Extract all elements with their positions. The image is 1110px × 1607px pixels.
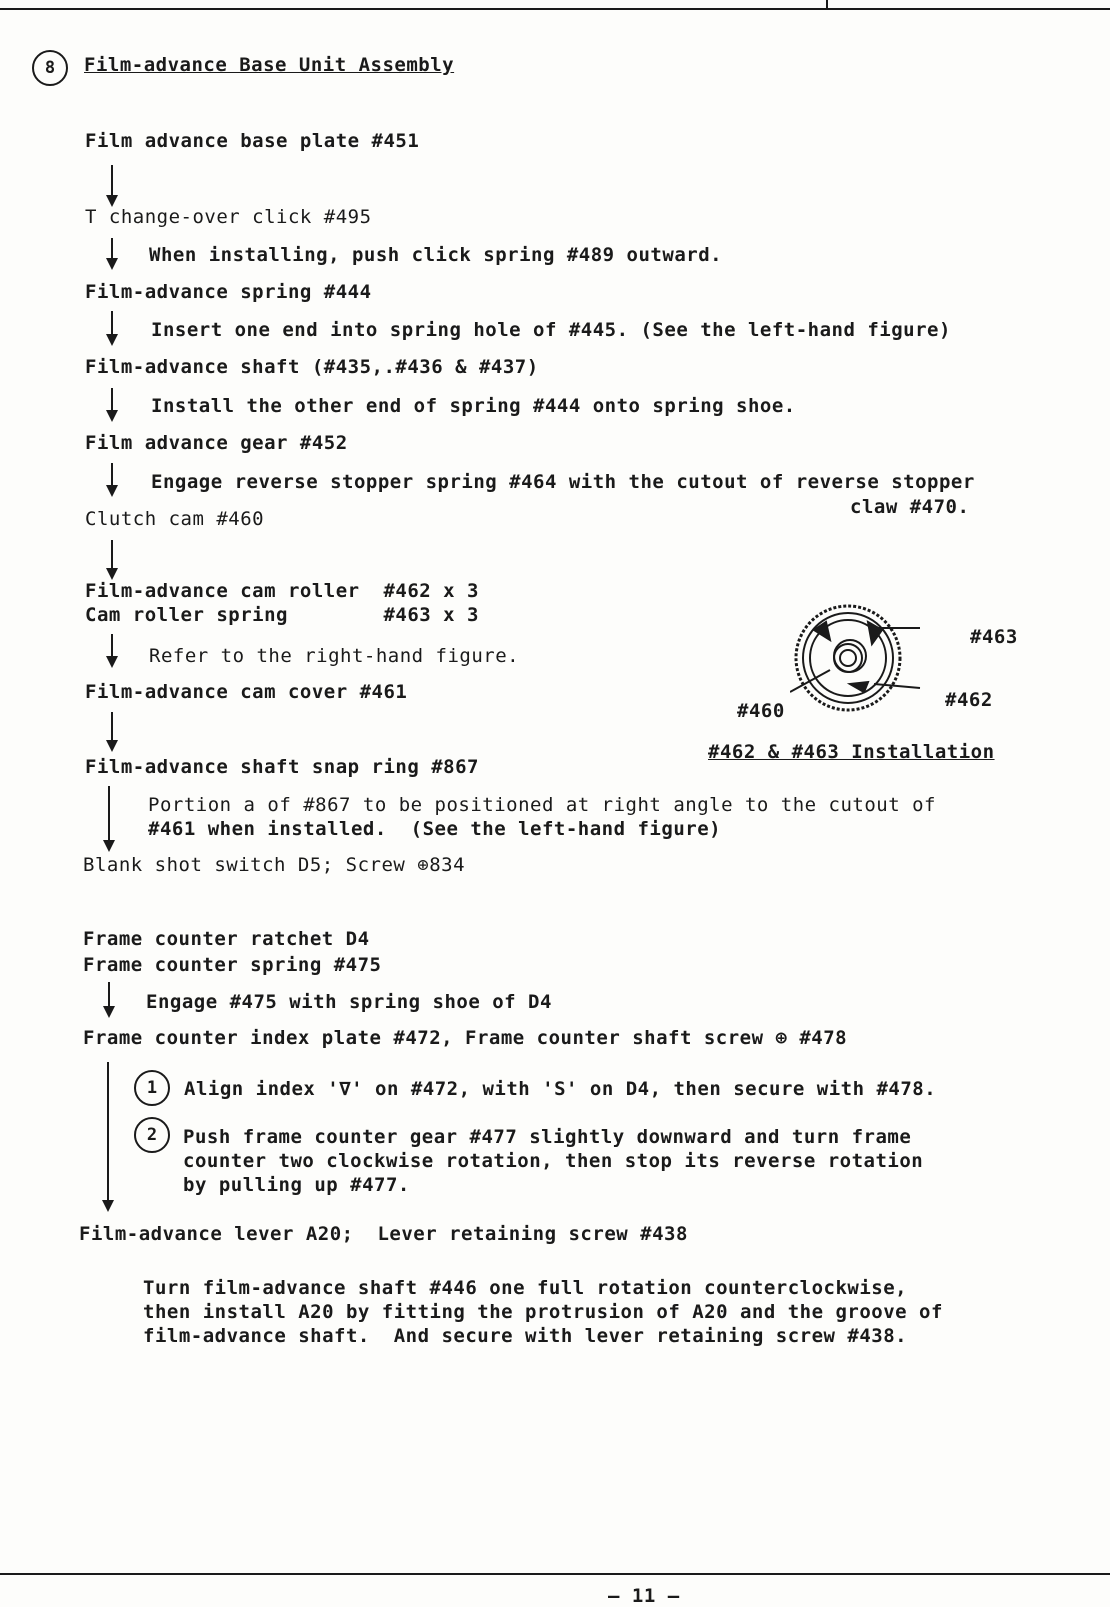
note-right-hand-figure: Refer to the right-hand figure.	[149, 645, 520, 667]
note-portion-a-cont: #461 when installed. (See the left-hand figure)	[148, 818, 722, 840]
figure-label-463: #463	[970, 626, 1018, 648]
flow-arrow	[111, 388, 113, 420]
flow-arrow	[111, 540, 113, 578]
step-blank-shot-switch: Blank shot switch D5; Screw ⊕834	[83, 854, 466, 876]
figure-caption: #462 & #463 Installation	[708, 741, 995, 763]
note-number-1-circle	[134, 1070, 170, 1106]
note-push-gear-cont1: counter two clockwise rotation, then stop its reverse rotation	[183, 1150, 924, 1172]
flow-arrow	[111, 463, 113, 495]
figure-label-462: #462	[945, 689, 993, 711]
figure-label-460: #460	[737, 700, 785, 722]
flow-arrow	[107, 1062, 109, 1210]
flow-arrow	[111, 238, 113, 268]
step-base-plate: Film advance base plate #451	[85, 130, 420, 152]
step-advance-shaft: Film-advance shaft (#435,.#436 & #437)	[85, 356, 539, 378]
flow-arrow	[111, 311, 113, 344]
note-number-2: 2	[146, 1125, 158, 1145]
note-number-1: 1	[146, 1078, 158, 1098]
note-portion-a: Portion a of #867 to be positioned at right angle to the cutout of	[148, 794, 936, 816]
flow-arrow	[111, 634, 113, 666]
note-push-gear: Push frame counter gear #477 slightly downward and turn frame	[183, 1126, 912, 1148]
note-click-spring: When installing, push click spring #489 outward.	[149, 244, 723, 266]
note-spring-shoe: Install the other end of spring #444 onto spring shoe.	[151, 395, 796, 417]
flow-arrow	[108, 786, 110, 850]
note-spring-shoe-d4: Engage #475 with spring shoe of D4	[146, 991, 552, 1013]
top-border	[0, 8, 1110, 10]
step-index-plate: Frame counter index plate #472, Frame counter shaft screw ⊕ #478	[83, 1027, 848, 1049]
bottom-border	[0, 1573, 1110, 1575]
step-advance-lever: Film-advance lever A20; Lever retaining screw #438	[79, 1223, 688, 1245]
step-snap-ring: Film-advance shaft snap ring #867	[85, 756, 479, 778]
note-align-index: Align index '∇' on #472, with 'S' on D4, then secure with #478.	[184, 1078, 937, 1100]
step-change-over-click: T change-over click #495	[85, 206, 372, 228]
note-turn-shaft-cont1: then install A20 by fitting the protrusion of A20 and the groove of	[143, 1301, 943, 1323]
step-advance-gear: Film advance gear #452	[85, 432, 348, 454]
step-advance-spring: Film-advance spring #444	[85, 281, 372, 303]
section-number: 8	[44, 58, 56, 78]
flow-arrow	[111, 712, 113, 750]
step-counter-ratchet: Frame counter ratchet D4	[83, 928, 370, 950]
section-number-circle	[32, 50, 68, 86]
note-turn-shaft: Turn film-advance shaft #446 one full rotation counterclockwise,	[143, 1277, 908, 1299]
note-reverse-stopper: Engage reverse stopper spring #464 with the cutout of reverse stopper	[151, 471, 975, 493]
top-border-tick	[826, 0, 828, 9]
step-clutch-cam: Clutch cam #460	[85, 508, 265, 530]
section-title: Film-advance Base Unit Assembly	[84, 54, 455, 76]
note-number-2-circle	[134, 1117, 170, 1153]
step-cam-roller: Film-advance cam roller #462 x 3	[85, 580, 479, 602]
flow-arrow	[111, 165, 113, 205]
page-number: — 11 —	[608, 1585, 680, 1607]
note-reverse-stopper-claw: claw #470.	[850, 496, 970, 518]
step-counter-spring: Frame counter spring #475	[83, 954, 382, 976]
flow-arrow	[108, 982, 110, 1016]
step-cam-cover: Film-advance cam cover #461	[85, 681, 408, 703]
note-spring-hole: Insert one end into spring hole of #445. (See the left-hand figure)	[151, 319, 951, 341]
note-turn-shaft-cont2: film-advance shaft. And secure with lever retaining screw #438.	[143, 1325, 908, 1347]
note-push-gear-cont2: by pulling up #477.	[183, 1174, 410, 1196]
step-cam-roller-spring: Cam roller spring #463 x 3	[85, 604, 479, 626]
